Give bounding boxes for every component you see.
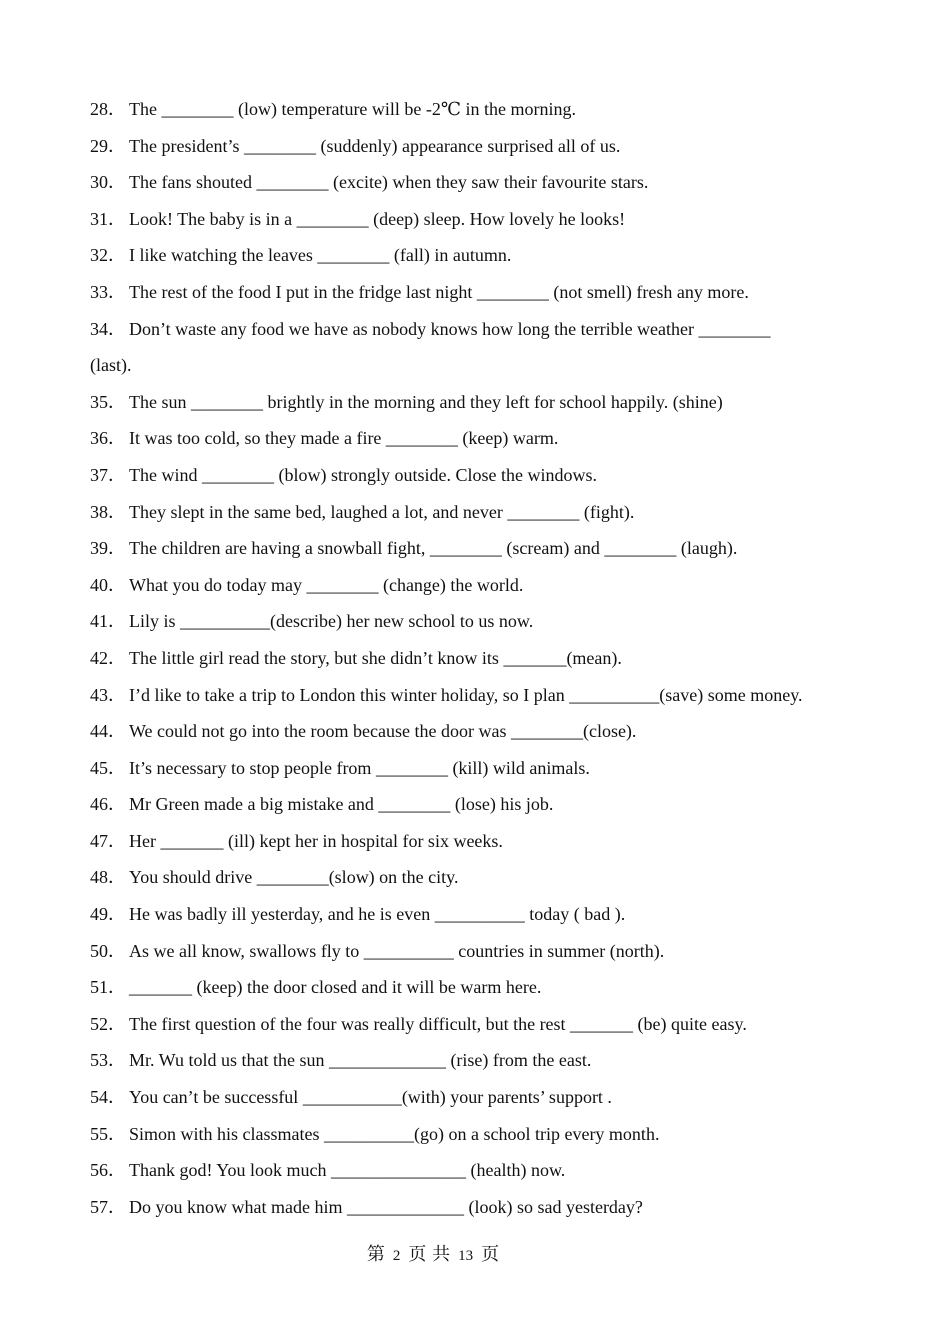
question-number: 42． — [90, 647, 126, 668]
question-list — [90, 91, 890, 1225]
question-33 — [90, 274, 890, 311]
question-text: The sun ________ brightly in the morning and they left for school happily. (shine) — [129, 391, 723, 412]
question-text: Do you know what made him _____________ (look) so sad yesterday? — [129, 1196, 643, 1217]
question-36 — [90, 420, 890, 457]
question-number: 36． — [90, 428, 126, 449]
question-number: 33． — [90, 281, 126, 302]
question-38 — [90, 494, 890, 531]
question-text: Thank god! You look much _______________ (health) now. — [129, 1160, 566, 1181]
question-text: The first question of the four was really difficult, but the rest _______ (be) quite easy. — [129, 1013, 747, 1034]
question-45 — [90, 750, 890, 787]
question-text: The president’s ________ (suddenly) appearance surprised all of us. — [129, 135, 621, 156]
question-text: Simon with his classmates __________(go) on a school trip every month. — [129, 1123, 660, 1144]
question-text: _______ (keep) the door closed and it will be warm here. — [129, 977, 542, 998]
question-text: The rest of the food I put in the fridge last night ________ (not smell) fresh any more. — [129, 281, 749, 302]
question-46 — [90, 786, 890, 823]
question-number: 28． — [90, 99, 126, 119]
question-35 — [90, 384, 890, 421]
question-text: Lily is __________(describe) her new school to us now. — [129, 611, 534, 632]
page-footer — [0, 1240, 866, 1266]
question-text: The little girl read the story, but she didn’t know its _______(mean). — [129, 647, 622, 668]
question-number: 56． — [90, 1160, 126, 1181]
question-55 — [90, 1116, 890, 1153]
question-text: Mr. Wu told us that the sun _____________ (rise) from the east. — [129, 1050, 592, 1071]
question-number: 34． — [90, 318, 126, 339]
footer-suffix: 页 — [481, 1244, 500, 1265]
question-32 — [90, 237, 890, 274]
question-number: 45． — [90, 757, 126, 778]
question-31 — [90, 201, 890, 238]
question-39 — [90, 530, 890, 567]
question-number: 50． — [90, 940, 126, 961]
question-text: Look! The baby is in a ________ (deep) sleep. How lovely he looks! — [129, 208, 626, 229]
question-34 — [90, 311, 890, 348]
question-text: It’s necessary to stop people from ________ (kill) wild animals. — [129, 757, 590, 778]
question-text: The children are having a snowball fight, ________ (scream) and ________ (laugh). — [129, 538, 738, 559]
question-37 — [90, 457, 890, 494]
question-text: You should drive ________(slow) on the city. — [129, 867, 459, 888]
question-text: They slept in the same bed, laughed a lot, and never ________ (fight). — [129, 501, 635, 522]
question-number: 32． — [90, 245, 126, 266]
question-47 — [90, 823, 890, 860]
question-text: What you do today may ________ (change) the world. — [129, 574, 524, 595]
question-number: 40． — [90, 574, 126, 595]
question-text: The ________ (low) temperature will be -2℃ in the morning. — [129, 99, 577, 119]
question-number: 46． — [90, 794, 126, 815]
question-number: 43． — [90, 684, 126, 705]
question-text: The wind ________ (blow) strongly outside. Close the windows. — [129, 464, 597, 485]
question-text: We could not go into the room because the door was ________(close). — [129, 721, 637, 742]
question-number: 31． — [90, 208, 126, 229]
question-number: 51． — [90, 977, 126, 998]
question-number: 37． — [90, 464, 126, 485]
question-text: You can’t be successful ___________(with) your parents’ support . — [129, 1087, 612, 1108]
question-54 — [90, 1079, 890, 1116]
question-text: As we all know, swallows fly to __________ countries in summer (north). — [129, 940, 665, 961]
question-44 — [90, 713, 890, 750]
question-41 — [90, 603, 890, 640]
question-number: 52． — [90, 1013, 126, 1034]
question-number: 38． — [90, 501, 126, 522]
question-40 — [90, 567, 890, 604]
question-text: It was too cold, so they made a fire ________ (keep) warm. — [129, 428, 559, 449]
question-number: 47． — [90, 830, 126, 851]
question-text: Don’t waste any food we have as nobody knows how long the terrible weather ________ — [129, 318, 771, 339]
question-52 — [90, 1006, 890, 1043]
question-text: Her _______ (ill) kept her in hospital for six weeks. — [129, 830, 503, 851]
question-number: 44． — [90, 721, 126, 742]
question-30 — [90, 164, 890, 201]
question-number: 30． — [90, 172, 126, 193]
question-number: 53． — [90, 1050, 126, 1071]
question-53 — [90, 1042, 890, 1079]
question-text: He was badly ill yesterday, and he is even __________ today ( bad ). — [129, 904, 626, 925]
question-number: 41． — [90, 611, 126, 632]
question-number: 48． — [90, 867, 126, 888]
question-text: I like watching the leaves ________ (fall) in autumn. — [129, 245, 512, 266]
question-42 — [90, 640, 890, 677]
question-28 — [90, 91, 890, 128]
question-text: I’d like to take a trip to London this winter holiday, so I plan __________(save) some money. — [129, 684, 803, 705]
question-48 — [90, 859, 890, 896]
question-number: 55． — [90, 1123, 126, 1144]
total-pages-number: 13 — [458, 1248, 474, 1264]
question-50 — [90, 933, 890, 970]
question-57 — [90, 1189, 890, 1226]
question-number: 49． — [90, 904, 126, 925]
question-text: Mr Green made a big mistake and ________ (lose) his job. — [129, 794, 554, 815]
question-34-continuation — [90, 347, 890, 384]
question-43 — [90, 677, 890, 714]
question-number: 29． — [90, 135, 126, 156]
question-56 — [90, 1152, 890, 1189]
footer-middle: 页 共 — [408, 1244, 451, 1265]
question-49 — [90, 896, 890, 933]
question-number: 57． — [90, 1196, 126, 1217]
question-text-continuation: (last). — [90, 355, 132, 376]
question-number: 54． — [90, 1087, 126, 1108]
question-number: 35． — [90, 391, 126, 412]
question-number: 39． — [90, 538, 126, 559]
question-29 — [90, 128, 890, 165]
current-page-number: 2 — [392, 1248, 401, 1264]
footer-prefix: 第 — [366, 1244, 385, 1265]
question-51 — [90, 969, 890, 1006]
question-text: The fans shouted ________ (excite) when they saw their favourite stars. — [129, 172, 649, 193]
